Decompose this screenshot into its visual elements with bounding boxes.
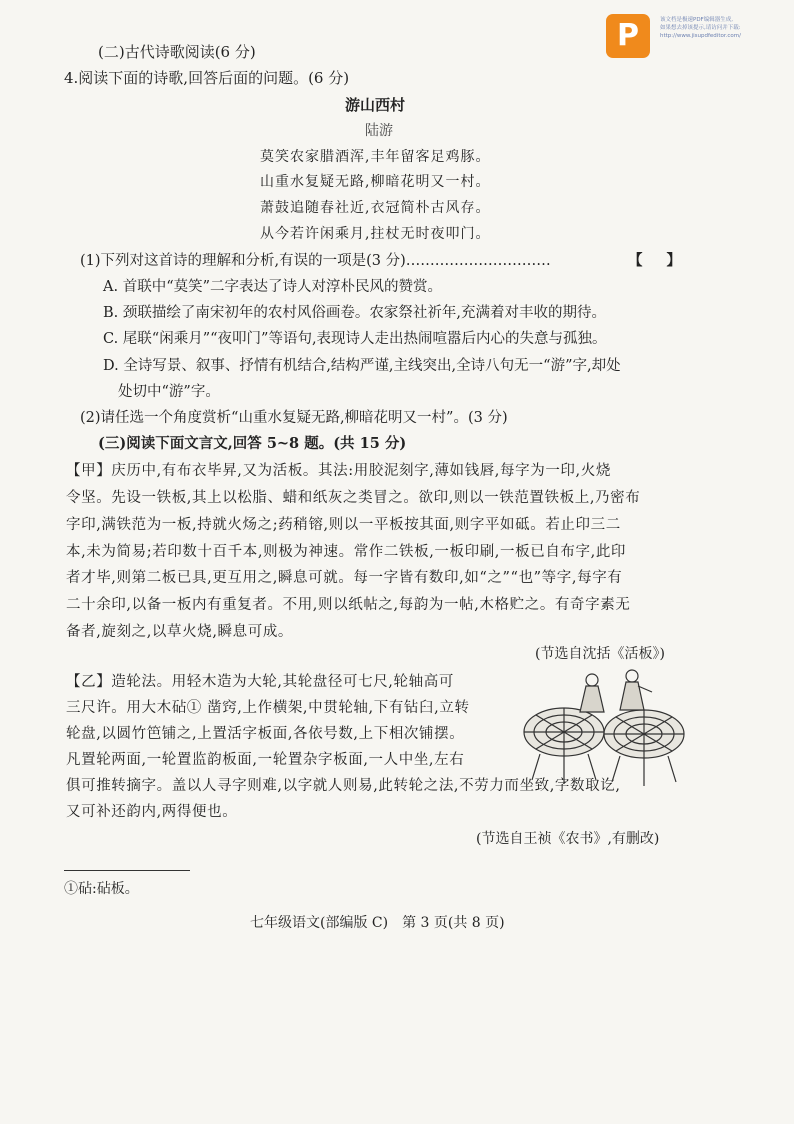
yi-line: 俱可推转摘字。盖以人寻字则难,以字就人则易,此转轮之法,不劳力而坐致,字数取讫, — [66, 778, 621, 794]
pdf-editor-logo — [606, 14, 650, 58]
jia-line: 者才毕,则第二板已具,更互用之,瞬息可就。每一字皆有数印,如“之”“也”等字,每字有 — [66, 570, 623, 586]
option-a: A. 首联中“莫笑”二字表达了诗人对淳朴民风的赞赏。 — [103, 279, 443, 295]
jia-line: 字印,满铁范为一板,持就火炀之;药稍镕,则以一平板按其面,则字平如砥。若止印三二 — [66, 517, 621, 533]
yi-line: 又可补还韵内,两得便也。 — [66, 804, 238, 820]
jia-line: 二十余印,以备一板内有重复者。不用,则以纸帖之,每韵为一帖,木格贮之。有奇字素无 — [66, 597, 631, 613]
question-4: 4.阅读下面的诗歌,回答后面的问题。(6 分) — [64, 69, 350, 87]
watermark-text — [660, 16, 790, 40]
option-d-continued: 处切中“游”字。 — [118, 384, 220, 400]
page-footer: 七年级语文(部编版 C) 第 3 页(共 8 页) — [250, 915, 505, 931]
poem-line-3: 萧鼓追随春社近,衣冠简朴古风存。 — [260, 200, 491, 216]
section-2-heading: (二)古代诗歌阅读(6 分) — [98, 43, 256, 61]
poem-title: 游山西村 — [345, 96, 406, 114]
poem-line-1: 莫笑农家腊酒浑,丰年留客足鸡豚。 — [260, 149, 491, 165]
jia-line: 【甲】庆历中,有布衣毕昇,又为活板。其法:用胶泥刻字,薄如钱唇,每字为一印,火烧 — [66, 463, 611, 479]
jia-source: (节选自沈括《活板》) — [535, 646, 665, 662]
watermark-line: http://www.jisupdfeditor.com/ — [660, 33, 741, 39]
yi-line: 凡置轮两面,一轮置监韵板面,一轮置杂字板面,一人中坐,左右 — [66, 752, 465, 768]
poem-author: 陆游 — [365, 123, 393, 139]
poem-line-2: 山重水复疑无路,柳暗花明又一村。 — [260, 174, 491, 190]
yi-line: 【乙】造轮法。用轻木造为大轮,其轮盘径可七尺,轮轴高可 — [66, 674, 454, 690]
option-c: C. 尾联“闲乘月”“夜叩门”等语句,表现诗人走出热闹喧嚣后内心的失意与孤独。 — [103, 331, 607, 347]
option-b: B. 颈联描绘了南宋初年的农村风俗画卷。农家祭社祈年,充满着对丰收的期待。 — [103, 305, 606, 321]
question-1-text: (1)下列对这首诗的理解和分析,有误的一项是(3 分)………………………… — [80, 253, 551, 269]
yi-source: (节选自王祯《农书》,有删改) — [476, 831, 660, 847]
rotating-type-wheel-illustration — [520, 662, 688, 794]
question-1-stem — [80, 249, 551, 270]
watermark-line: 如果想去掉该提示,请访问并下载: — [660, 25, 741, 31]
question-2: (2)请任选一个角度赏析“山重水复疑无路,柳暗花明又一村”。(3 分) — [80, 410, 508, 426]
logo-letter: P — [617, 18, 639, 53]
poem-line-4: 从今若许闲乘月,拄杖无时夜叩门。 — [260, 226, 491, 242]
option-d: D. 全诗写景、叙事、抒情有机结合,结构严谨,主线突出,全诗八句无一“游”字,却处 — [103, 358, 621, 374]
bracket-close: 】 — [666, 252, 681, 269]
yi-line: 轮盘,以圆竹笆铺之,上置活字板面,各依号数,上下相次铺摆。 — [66, 726, 465, 742]
section-3-heading: (三)阅读下面文言文,回答 5~8 题。(共 15 分) — [98, 435, 407, 452]
answer-bracket — [628, 249, 681, 270]
bracket-open: 【 — [628, 252, 643, 269]
yi-line: 三尺许。用大木砧① 凿窍,上作横架,中贯轮轴,下有钻臼,立转 — [66, 700, 470, 716]
footnote: ①砧:砧板。 — [64, 881, 139, 897]
jia-line: 本,未为简易;若印数十百千本,则极为神速。常作二铁板,一板印刷,一板已自布字,此印 — [66, 544, 627, 560]
watermark-line: 该文档是极速PDF编辑器生成, — [660, 17, 733, 23]
jia-line: 令坚。先设一铁板,其上以松脂、蜡和纸灰之类冒之。欲印,则以一铁范置铁板上,乃密布 — [66, 490, 641, 506]
jia-line: 备者,旋刻之,以草火烧,瞬息可成。 — [66, 624, 294, 640]
footnote-rule — [64, 870, 190, 871]
